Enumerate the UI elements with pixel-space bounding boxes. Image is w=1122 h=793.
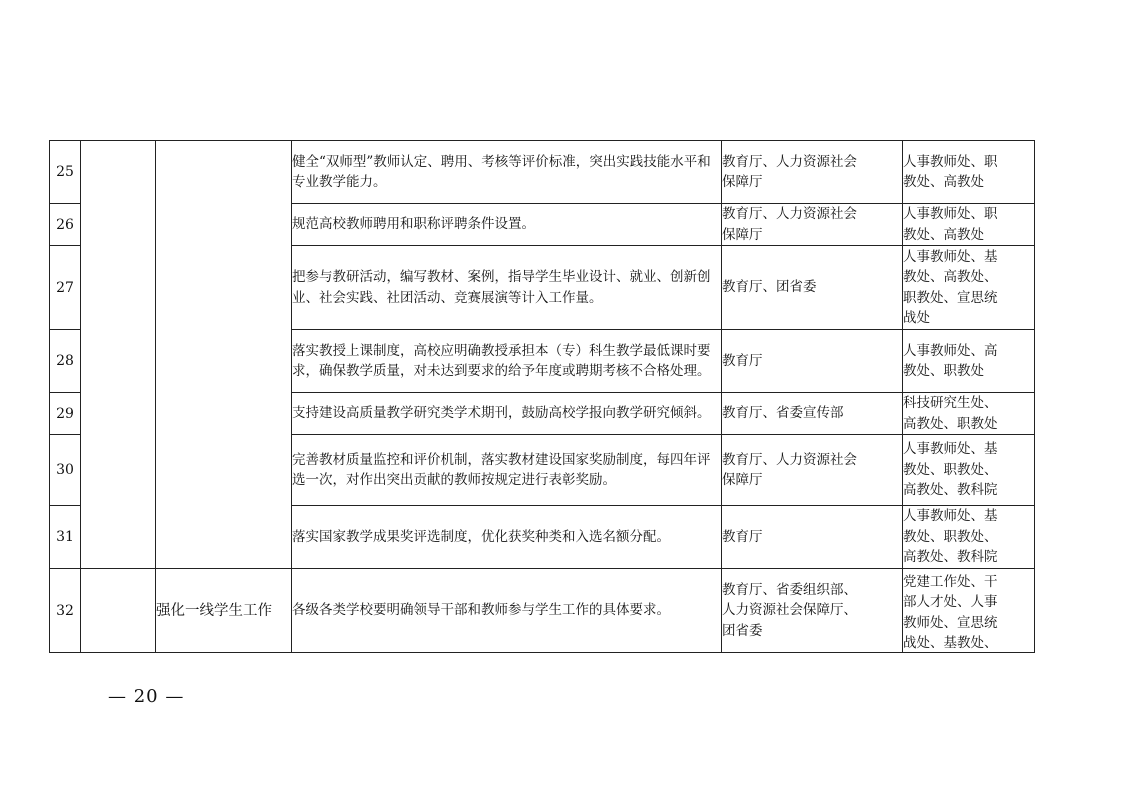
responsible-dept-cell: 人事教师处、高 教处、职教处 [903,330,1035,393]
lead-unit-cell: 教育厅、省委宣传部 [722,393,903,435]
responsible-dept-cell: 人事教师处、基 教处、职教处、 高教处、教科院 [903,506,1035,569]
subcategory-cell-empty [156,141,292,569]
task-table [49,140,1035,653]
lead-unit-cell: 教育厅、省委组织部、 人力资源社会保障厅、 团省委 [722,569,903,653]
task-cell: 完善教材质量监控和评价机制，落实教材建设国家奖励制度，每四年评选一次，对作出突出贡献的教师按规定进行表彰奖励。 [292,435,722,506]
row-number: 25 [50,141,81,204]
responsible-dept-cell: 人事教师处、职 教处、高教处 [903,141,1035,204]
responsible-dept-cell: 人事教师处、基 教处、高教处、 职教处、宣思统 战处 [903,246,1035,330]
responsible-dept-cell: 人事教师处、职 教处、高教处 [903,204,1035,246]
row-number: 29 [50,393,81,435]
lead-unit-cell: 教育厅 [722,506,903,569]
responsible-dept-cell: 人事教师处、基 教处、职教处、 高教处、教科院 [903,435,1035,506]
lead-unit-cell: 教育厅、团省委 [722,246,903,330]
category-cell-empty [81,569,156,653]
task-cell: 各级各类学校要明确领导干部和教师参与学生工作的具体要求。 [292,569,722,653]
row-number: 30 [50,435,81,506]
row-number: 31 [50,506,81,569]
lead-unit-cell: 教育厅、人力资源社会 保障厅 [722,435,903,506]
task-cell: 健全“双师型”教师认定、聘用、考核等评价标准，突出实践技能水平和专业教学能力。 [292,141,722,204]
responsible-dept-cell: 科技研究生处、 高教处、职教处 [903,393,1035,435]
task-cell: 支持建设高质量教学研究类学术期刊，鼓励高校学报向教学研究倾斜。 [292,393,722,435]
table-row [50,141,1035,204]
task-cell: 规范高校教师聘用和职称评聘条件设置。 [292,204,722,246]
task-cell: 把参与教研活动，编写教材、案例，指导学生毕业设计、就业、创新创业、社会实践、社团活动、竞赛展演等计入工作量。 [292,246,722,330]
lead-unit-cell: 教育厅、人力资源社会 保障厅 [722,141,903,204]
lead-unit-cell: 教育厅、人力资源社会 保障厅 [722,204,903,246]
lead-unit-cell: 教育厅 [722,330,903,393]
page-number: — 20 — [108,686,185,707]
task-cell: 落实教授上课制度，高校应明确教授承担本（专）科生教学最低课时要求，确保教学质量，对未达到要求的给予年度或聘期考核不合格处理。 [292,330,722,393]
category-cell-empty [81,141,156,569]
row-number: 28 [50,330,81,393]
responsible-dept-cell: 党建工作处、干 部人才处、人事 教师处、宣思统 战处、基教处、 [903,569,1035,653]
row-number: 32 [50,569,81,653]
table-row [50,569,1035,653]
row-number: 26 [50,204,81,246]
row-number: 27 [50,246,81,330]
task-cell: 落实国家教学成果奖评选制度，优化获奖种类和入选名额分配。 [292,506,722,569]
category-label: 强化一线学生工作 [156,569,292,653]
